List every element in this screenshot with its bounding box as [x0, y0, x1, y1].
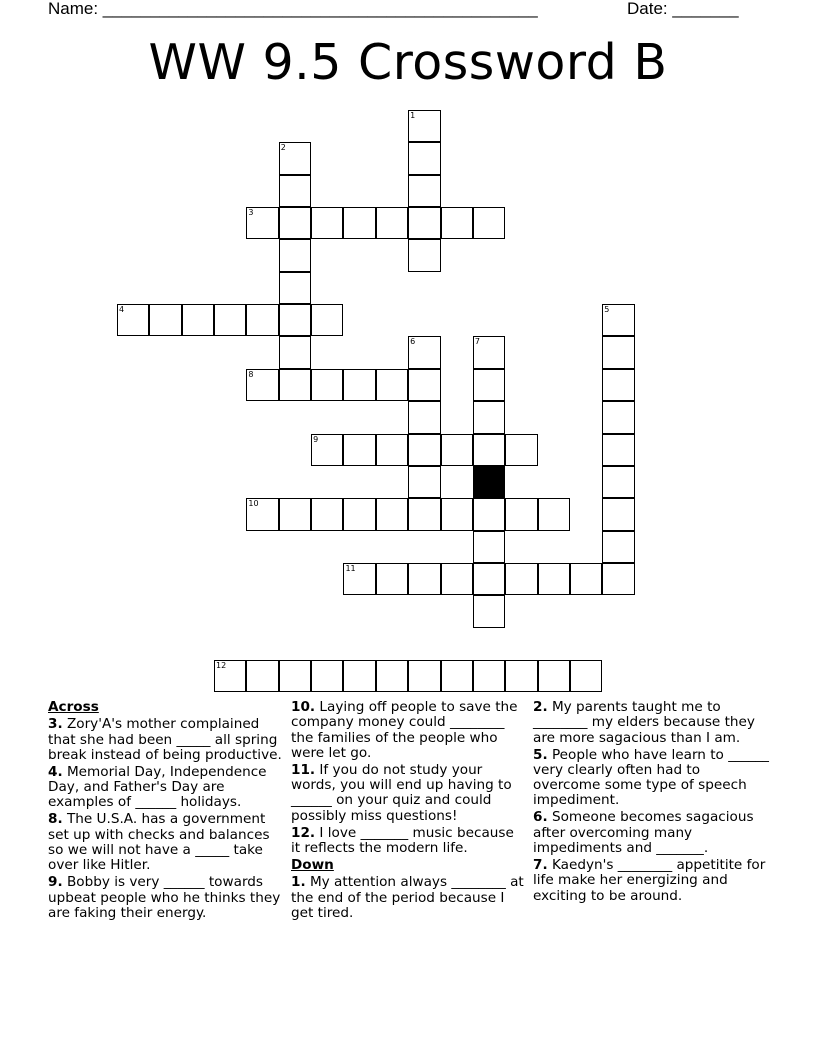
grid-cell[interactable]	[246, 304, 278, 336]
clue-number-label: 4.	[48, 763, 63, 780]
grid-cell[interactable]	[246, 660, 278, 692]
down-clue-list	[291, 875, 527, 921]
clue-number: 2	[280, 143, 286, 153]
grid-cell[interactable]	[473, 434, 505, 466]
clue	[533, 810, 769, 856]
grid-cell[interactable]	[214, 660, 246, 692]
clues-column-3	[533, 700, 769, 906]
grid-cell[interactable]	[473, 595, 505, 627]
clue	[48, 765, 284, 811]
grid-cell[interactable]	[441, 563, 473, 595]
clue-number-label: 1.	[291, 874, 306, 891]
grid-cell[interactable]	[473, 336, 505, 368]
clue-number-label: 10.	[291, 699, 316, 715]
grid-cell[interactable]	[408, 110, 440, 142]
grid-cell[interactable]	[279, 660, 311, 692]
clue-number-label: 3.	[48, 716, 63, 733]
across-clue-list-continued	[291, 700, 527, 856]
clue-text: People who have learn to ______ very clearly often had to overcome some type of speech impediment.	[533, 746, 769, 809]
clue-number: 11	[345, 563, 356, 573]
clue	[291, 875, 527, 921]
clue-number-label: 5.	[533, 746, 548, 763]
clue-number: 5	[604, 305, 610, 315]
grid-cell[interactable]	[538, 660, 570, 692]
grid-cell[interactable]	[279, 369, 311, 401]
grid-cell[interactable]	[343, 207, 375, 239]
grid-cell[interactable]	[246, 207, 278, 239]
clue-text: My attention always ________ at the end of the period because I get tired.	[291, 874, 524, 921]
name-field[interactable]: Name: ______________________________________________	[48, 0, 538, 18]
grid-cell[interactable]	[473, 498, 505, 530]
clue	[533, 858, 769, 904]
grid-cell[interactable]	[473, 531, 505, 563]
clue-number: 7	[474, 337, 480, 347]
clue	[48, 717, 284, 763]
clue-text: If you do not study your words, you will end up having to ______ on your quiz and could possibly miss questions!	[291, 761, 512, 824]
grid-cell[interactable]	[473, 369, 505, 401]
page-title: WW 9.5 Crossword B	[148, 34, 668, 91]
grid-cell[interactable]	[538, 498, 570, 530]
grid-cell[interactable]	[602, 531, 634, 563]
grid-cell[interactable]	[376, 498, 408, 530]
clue-number-label: 9.	[48, 874, 63, 891]
grid-cell[interactable]	[376, 660, 408, 692]
grid-cell[interactable]	[408, 401, 440, 433]
clues-column-2	[291, 700, 527, 923]
grid-cell[interactable]	[505, 660, 537, 692]
clue-text: My parents taught me to ________ my elders because they are more sagacious than I am.	[533, 699, 755, 746]
across-heading: Across	[48, 699, 99, 715]
grid-cell[interactable]	[602, 498, 634, 530]
grid-cell[interactable]	[279, 142, 311, 174]
grid-cell[interactable]	[311, 304, 343, 336]
grid-cell[interactable]	[602, 369, 634, 401]
grid-cell[interactable]	[505, 498, 537, 530]
grid-cell[interactable]	[149, 304, 181, 336]
clue	[291, 700, 527, 761]
grid-cell[interactable]	[473, 401, 505, 433]
grid-cell[interactable]	[279, 272, 311, 304]
clue-number: 10	[248, 499, 259, 509]
grid-cell[interactable]	[408, 239, 440, 271]
clue-number-label: 12.	[291, 824, 316, 841]
clue-number-label: 7.	[533, 857, 548, 874]
grid-cell[interactable]	[602, 304, 634, 336]
grid-cell[interactable]	[311, 207, 343, 239]
grid-cell[interactable]	[408, 434, 440, 466]
grid-cell[interactable]	[473, 660, 505, 692]
clue	[48, 875, 284, 921]
grid-cell[interactable]	[279, 498, 311, 530]
clue-number: 4	[119, 305, 125, 315]
grid-cell[interactable]	[408, 660, 440, 692]
grid-cell[interactable]	[279, 239, 311, 271]
grid-cell[interactable]	[376, 434, 408, 466]
grid-cell[interactable]	[505, 563, 537, 595]
grid-cell[interactable]	[343, 660, 375, 692]
grid-cell[interactable]	[602, 563, 634, 595]
grid-cell[interactable]	[246, 369, 278, 401]
grid-cell[interactable]	[214, 304, 246, 336]
clue-number-label: 8.	[48, 811, 63, 828]
grid-cell[interactable]	[311, 434, 343, 466]
grid-cell[interactable]	[441, 207, 473, 239]
grid-cell[interactable]	[343, 434, 375, 466]
grid-cell[interactable]	[343, 563, 375, 595]
grid-cell[interactable]	[602, 336, 634, 368]
grid-cell[interactable]	[246, 498, 278, 530]
date-field[interactable]: Date: _______	[627, 0, 739, 18]
grid-cell[interactable]	[376, 369, 408, 401]
grid-cell[interactable]	[408, 175, 440, 207]
grid-cell[interactable]	[343, 498, 375, 530]
down-heading: Down	[291, 857, 334, 874]
clue-text: Laying off people to save the company money could ________ the families of the people who were let go.	[291, 699, 518, 761]
grid-cell[interactable]	[602, 434, 634, 466]
grid-cell[interactable]	[602, 401, 634, 433]
clue-text: Kaedyn's ________ appetitite for life make her energizing and exciting to be around.	[533, 857, 766, 904]
grid-cell[interactable]	[311, 498, 343, 530]
grid-cell[interactable]	[182, 304, 214, 336]
grid-cell[interactable]	[408, 498, 440, 530]
clue	[533, 700, 769, 746]
clue	[291, 826, 527, 857]
grid-cell[interactable]	[441, 498, 473, 530]
grid-cell[interactable]	[279, 336, 311, 368]
grid-cell[interactable]	[343, 369, 375, 401]
clue	[48, 812, 284, 873]
clue-number: 3	[248, 208, 254, 218]
clue-number-label: 2.	[533, 699, 548, 715]
grid-cell[interactable]	[408, 207, 440, 239]
grid-cell[interactable]	[279, 207, 311, 239]
clue-text: Someone becomes sagacious after overcoming many impediments and _______.	[533, 809, 754, 857]
grid-cell[interactable]	[408, 369, 440, 401]
grid-cell[interactable]	[279, 175, 311, 207]
grid-cell[interactable]	[602, 466, 634, 498]
clue-text: Memorial Day, Independence Day, and Father's Day are examples of ______ holidays.	[48, 763, 267, 811]
grid-cell[interactable]	[538, 563, 570, 595]
grid-cell[interactable]	[408, 336, 440, 368]
clue-text: I love _______ music because it reflects the modern life.	[291, 824, 514, 857]
grid-cell[interactable]	[408, 563, 440, 595]
grid-cell[interactable]	[473, 563, 505, 595]
grid-cell[interactable]	[441, 660, 473, 692]
grid-cell[interactable]	[376, 563, 408, 595]
grid-cell[interactable]	[570, 660, 602, 692]
clue-number: 12	[216, 660, 227, 670]
across-clue-list	[48, 717, 284, 921]
clue-number: 1	[410, 111, 416, 120]
grid-cell[interactable]	[311, 660, 343, 692]
grid-cell[interactable]	[570, 563, 602, 595]
grid-cell[interactable]	[311, 369, 343, 401]
grid-cell[interactable]	[408, 466, 440, 498]
clue-number: 8	[248, 369, 254, 379]
grid-cell[interactable]	[408, 142, 440, 174]
clue	[291, 763, 527, 824]
clue-text: Bobby is very ______ towards upbeat people who he thinks they are faking their energy.	[48, 874, 281, 921]
grid-cell[interactable]	[441, 434, 473, 466]
grid-cell[interactable]	[117, 304, 149, 336]
down-clue-list-continued	[533, 700, 769, 904]
clue-number-label: 6.	[533, 809, 548, 826]
grid-cell[interactable]	[279, 304, 311, 336]
clue-text: Zory'A's mother complained that she had been _____ all spring break instead of being productive.	[48, 716, 282, 763]
clue-number-label: 11.	[291, 761, 316, 778]
grid-cell[interactable]	[505, 434, 537, 466]
grid-cell[interactable]	[473, 207, 505, 239]
clue-number: 6	[410, 337, 416, 347]
grid-cell[interactable]	[376, 207, 408, 239]
clue	[533, 748, 769, 809]
clues-column-1	[48, 700, 284, 923]
black-cell	[473, 466, 505, 498]
clue-text: The U.S.A. has a government set up with checks and balances so we will not have a _____ take over like Hitler.	[48, 811, 270, 874]
clue-number: 9	[313, 434, 319, 444]
